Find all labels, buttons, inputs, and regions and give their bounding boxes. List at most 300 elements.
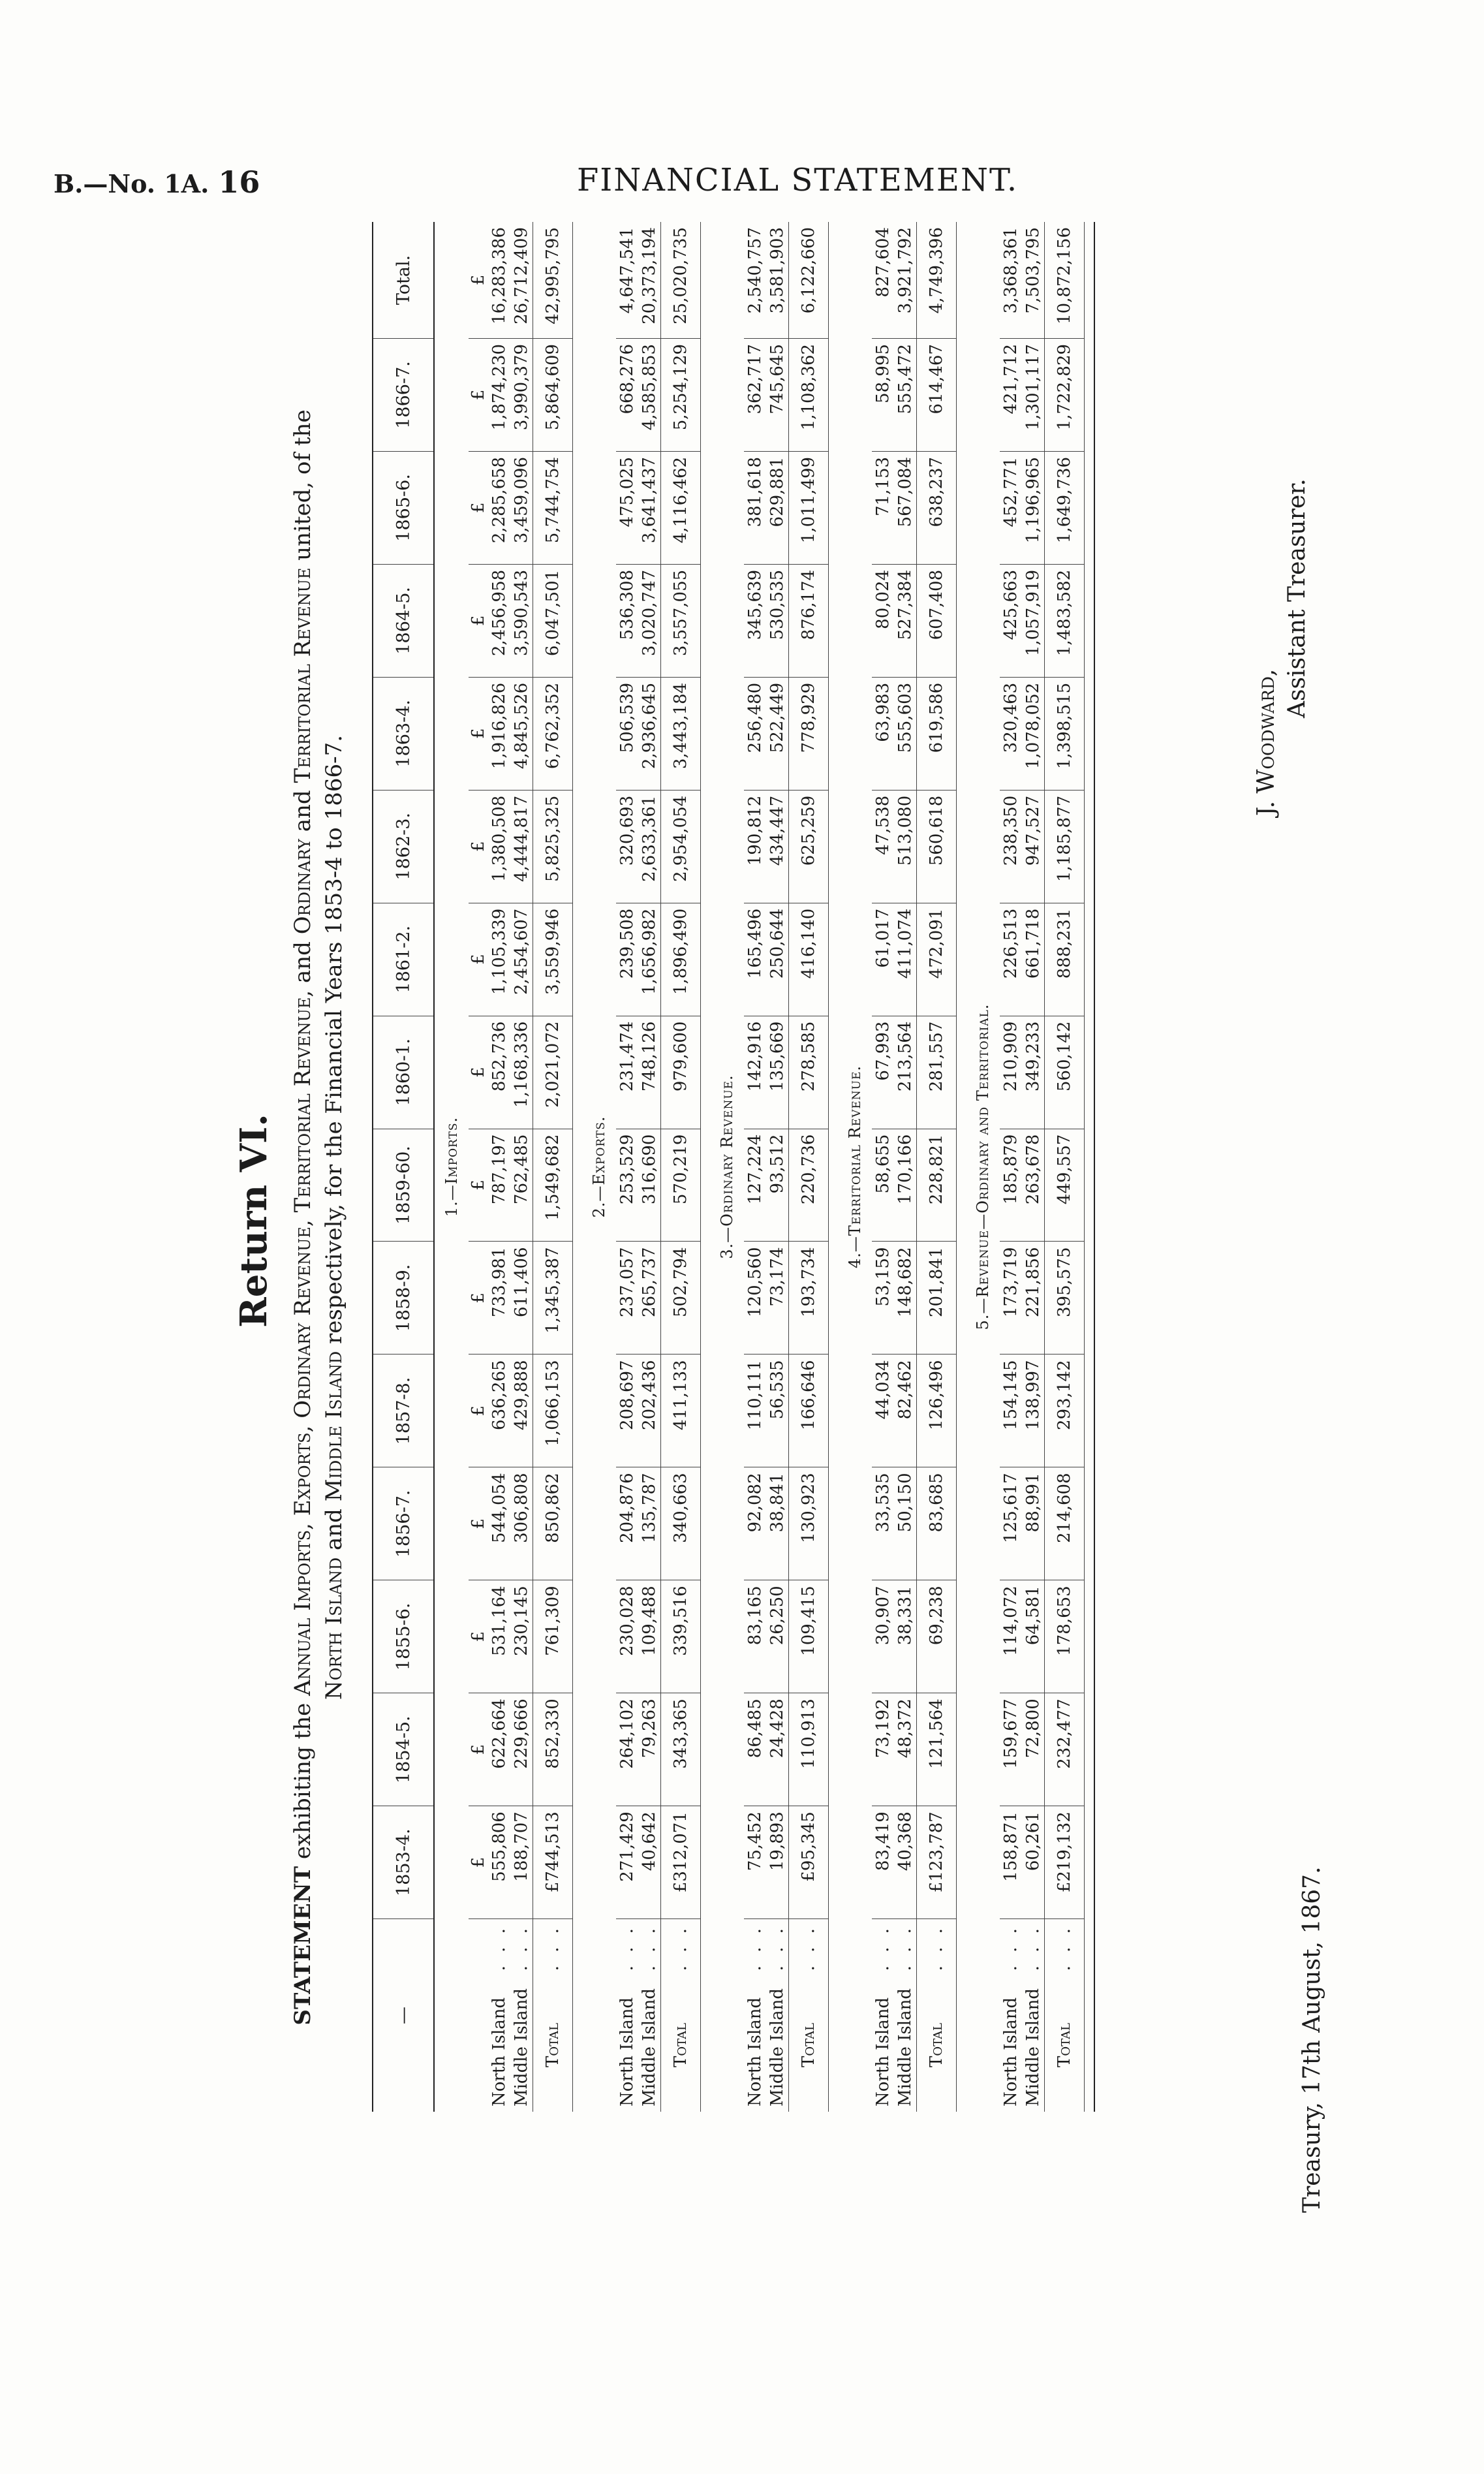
statistics-table — [372, 222, 1095, 2112]
table-cell: 349,233 — [1022, 1016, 1045, 1129]
row-label-text: Middle Island — [767, 1988, 787, 2106]
total-cell: £95,345 — [789, 1806, 829, 1919]
total-cell: 638,237 — [917, 451, 957, 564]
total-cell: 214,608 — [1045, 1467, 1085, 1580]
leader-dots: . . . — [1001, 1924, 1021, 1971]
blank-cell — [469, 1919, 488, 2112]
section-title: 3.—Ordinary Revenue. — [718, 1074, 736, 1259]
table-cell: 58,655 — [872, 1129, 894, 1242]
table-cell: 530,535 — [766, 564, 789, 677]
total-cell: 5,744,754 — [533, 451, 573, 564]
total-cell: 25,020,735 — [661, 222, 701, 338]
table-cell: 190,812 — [744, 790, 766, 903]
row-label — [1022, 1919, 1045, 2112]
total-cell: 5,864,609 — [533, 338, 573, 451]
table-cell: 47,538 — [872, 790, 894, 903]
section-spacer — [1085, 222, 1095, 2112]
section-spacer — [701, 222, 711, 2112]
row-label-text: North Island — [873, 1997, 893, 2106]
table-cell: 536,308 — [616, 564, 638, 677]
table-cell: 188,707 — [510, 1806, 533, 1919]
row-label-text: Middle Island — [640, 1988, 659, 2106]
table-cell: 2,936,645 — [638, 677, 661, 790]
table-cell: 555,603 — [894, 677, 917, 790]
table-cell: 38,331 — [894, 1580, 917, 1693]
table-cell: 82,462 — [894, 1354, 917, 1467]
column-header: 1855-6. — [373, 1580, 434, 1693]
column-header: Total. — [373, 222, 434, 338]
statement-heading: STATEMENT exhibiting the Annual Imports, Exports, Ordinary Revenue, Territorial Revenue, and Ordinary and Territorial Revenue united, of the North Island and Middle Island respectively, for the Financial Years 1853-4 to 1866-7. — [290, 409, 347, 2026]
row-label — [766, 1919, 789, 2112]
section-spacer — [573, 222, 583, 2112]
table-cell: 827,604 — [872, 222, 894, 338]
total-label — [789, 1919, 829, 2112]
section-title-row — [434, 222, 469, 2112]
table-cell: 1,874,230 — [488, 338, 510, 451]
total-label — [917, 1919, 957, 2112]
table-cell: 2,540,757 — [744, 222, 766, 338]
total-cell: 126,496 — [917, 1354, 957, 1467]
table-cell: 159,677 — [1000, 1693, 1022, 1806]
spacer-cell — [829, 222, 839, 2112]
table-cell: 16,283,386 — [488, 222, 510, 338]
table-cell: 250,644 — [766, 903, 789, 1016]
table-cell: 3,641,437 — [638, 451, 661, 564]
row-label — [488, 1919, 510, 2112]
table-cell: 19,893 — [766, 1806, 789, 1919]
total-cell: 4,116,462 — [661, 451, 701, 564]
currency-symbol: £ — [469, 1129, 488, 1242]
column-header: 1858-9. — [373, 1242, 434, 1354]
table-cell: 745,645 — [766, 338, 789, 451]
table-cell: 748,126 — [638, 1016, 661, 1129]
total-cell: 293,142 — [1045, 1354, 1085, 1467]
table-cell: 239,508 — [616, 903, 638, 1016]
page-number: 16 — [218, 164, 260, 200]
total-cell: 619,586 — [917, 677, 957, 790]
column-header: 1864-5. — [373, 564, 434, 677]
table-cell: 109,488 — [638, 1580, 661, 1693]
currency-symbol: £ — [469, 222, 488, 338]
table-cell: 61,017 — [872, 903, 894, 1016]
table-cell: 425,663 — [1000, 564, 1022, 677]
column-header: 1860-1. — [373, 1016, 434, 1129]
table-cell: 947,527 — [1022, 790, 1045, 903]
table-cell: 263,678 — [1022, 1129, 1045, 1242]
table-cell: 237,057 — [616, 1242, 638, 1354]
table-cell: 522,449 — [766, 677, 789, 790]
column-header: 1857-8. — [373, 1354, 434, 1467]
total-cell: 2,021,072 — [533, 1016, 573, 1129]
currency-row — [469, 222, 488, 2112]
currency-symbol: £ — [469, 338, 488, 451]
leader-dots: . . . — [543, 1924, 563, 1971]
table-cell: 264,102 — [616, 1693, 638, 1806]
column-header: 1854-5. — [373, 1693, 434, 1806]
table-cell: 83,165 — [744, 1580, 766, 1693]
leader-dots: . . . — [640, 1924, 659, 1971]
table-cell: 83,419 — [872, 1806, 894, 1919]
table-cell: 555,472 — [894, 338, 917, 451]
total-cell: £123,787 — [917, 1806, 957, 1919]
total-cell: 340,663 — [661, 1467, 701, 1580]
table-cell: 629,881 — [766, 451, 789, 564]
table-cell: 170,166 — [894, 1129, 917, 1242]
total-cell: 1,722,829 — [1045, 338, 1085, 451]
total-cell: 778,929 — [789, 677, 829, 790]
row-label-text: Middle Island — [1023, 1988, 1043, 2106]
table-cell: 544,054 — [488, 1467, 510, 1580]
spacer-cell — [701, 222, 711, 2112]
total-cell: 278,585 — [789, 1016, 829, 1129]
section-title: 5.—Revenue—Ordinary and Territorial. — [974, 1003, 992, 1330]
leader-dots: . . . — [745, 1924, 765, 1971]
table-cell: 3,581,903 — [766, 222, 789, 338]
table-cell: 345,639 — [744, 564, 766, 677]
total-cell: 69,238 — [917, 1580, 957, 1693]
table-row — [510, 222, 533, 2112]
table-cell: 185,879 — [1000, 1129, 1022, 1242]
total-cell: 1,108,362 — [789, 338, 829, 451]
table-cell: 30,907 — [872, 1580, 894, 1693]
row-label — [872, 1919, 894, 2112]
total-cell: 83,685 — [917, 1467, 957, 1580]
row-label-text: North Island — [617, 1997, 637, 2106]
column-header: 1866-7. — [373, 338, 434, 451]
table-cell: 114,072 — [1000, 1580, 1022, 1693]
table-cell: 1,078,052 — [1022, 677, 1045, 790]
table-cell: 555,806 — [488, 1806, 510, 1919]
table-cell: 475,025 — [616, 451, 638, 564]
total-cell: 109,415 — [789, 1580, 829, 1693]
table-cell: 135,787 — [638, 1467, 661, 1580]
column-header: 1865-6. — [373, 451, 434, 564]
total-cell: 607,408 — [917, 564, 957, 677]
leader-dots: . . . — [1023, 1924, 1043, 1971]
table-cell: 4,444,817 — [510, 790, 533, 903]
total-cell: 472,091 — [917, 903, 957, 1016]
table-cell: 265,737 — [638, 1242, 661, 1354]
column-header: 1853-4. — [373, 1806, 434, 1919]
table-cell: 48,372 — [894, 1693, 917, 1806]
total-row — [789, 222, 829, 2112]
table-cell: 3,921,792 — [894, 222, 917, 338]
total-cell: 3,443,184 — [661, 677, 701, 790]
row-label-text: North Island — [1001, 1997, 1021, 2106]
table-cell: 567,084 — [894, 451, 917, 564]
section-spacer — [957, 222, 966, 2112]
total-cell: 6,122,660 — [789, 222, 829, 338]
row-label — [744, 1919, 766, 2112]
table-cell: 622,664 — [488, 1693, 510, 1806]
table-cell: 173,719 — [1000, 1242, 1022, 1354]
total-cell: 3,557,055 — [661, 564, 701, 677]
total-cell: 449,557 — [1045, 1129, 1085, 1242]
signature-block — [1253, 478, 1310, 816]
table-cell: 148,682 — [894, 1242, 917, 1354]
total-cell: 281,557 — [917, 1016, 957, 1129]
table-cell: 73,174 — [766, 1242, 789, 1354]
table-cell: 611,406 — [510, 1242, 533, 1354]
total-cell: 1,345,387 — [533, 1242, 573, 1354]
signatory-position: Assistant Treasurer. — [1284, 478, 1310, 718]
table-cell: 110,111 — [744, 1354, 766, 1467]
table-cell: 452,771 — [1000, 451, 1022, 564]
table-cell: 668,276 — [616, 338, 638, 451]
table-cell: 2,633,361 — [638, 790, 661, 903]
table-cell: 208,697 — [616, 1354, 638, 1467]
total-cell: 5,825,325 — [533, 790, 573, 903]
table-cell: 527,384 — [894, 564, 917, 677]
rotated-return-page — [222, 209, 1331, 2232]
document-series-label: B.—No. 1A. 16 — [54, 164, 260, 200]
table-cell: 92,082 — [744, 1467, 766, 1580]
section-title: 4.—Territorial Revenue. — [846, 1065, 864, 1269]
leader-dots: . . . — [895, 1924, 915, 1971]
total-label — [1045, 1919, 1085, 2112]
table-cell: 434,447 — [766, 790, 789, 903]
table-cell: 135,669 — [766, 1016, 789, 1129]
table-cell: 1,656,982 — [638, 903, 661, 1016]
table-cell: 1,301,117 — [1022, 338, 1045, 451]
section-title-row — [710, 222, 744, 2112]
table-cell: 381,618 — [744, 451, 766, 564]
column-header: 1863-4. — [373, 677, 434, 790]
table-cell: 75,452 — [744, 1806, 766, 1919]
table-cell: 20,373,194 — [638, 222, 661, 338]
total-cell: 2,954,054 — [661, 790, 701, 903]
total-cell: 979,600 — [661, 1016, 701, 1129]
table-cell: 253,529 — [616, 1129, 638, 1242]
table-cell: 661,718 — [1022, 903, 1045, 1016]
table-cell: 1,916,826 — [488, 677, 510, 790]
table-cell: 226,513 — [1000, 903, 1022, 1016]
table-cell: 1,168,336 — [510, 1016, 533, 1129]
table-cell: 231,474 — [616, 1016, 638, 1129]
total-cell: 220,736 — [789, 1129, 829, 1242]
currency-symbol: £ — [469, 677, 488, 790]
total-label-text: Total — [799, 2022, 818, 2067]
total-label — [533, 1919, 573, 2112]
table-cell: 221,856 — [1022, 1242, 1045, 1354]
table-cell: 53,159 — [872, 1242, 894, 1354]
table-cell: 73,192 — [872, 1693, 894, 1806]
leader-dots: . . . — [671, 1924, 690, 1971]
total-cell: 121,564 — [917, 1693, 957, 1806]
table-cell: 165,496 — [744, 903, 766, 1016]
total-cell: 560,142 — [1045, 1016, 1085, 1129]
total-cell: 5,254,129 — [661, 338, 701, 451]
column-header: 1862-3. — [373, 790, 434, 903]
table-cell: 787,197 — [488, 1129, 510, 1242]
total-cell: 395,575 — [1045, 1242, 1085, 1354]
row-label-text: North Island — [489, 1997, 509, 2106]
spacer-cell — [1085, 222, 1095, 2112]
total-cell: 110,913 — [789, 1693, 829, 1806]
total-cell: 852,330 — [533, 1693, 573, 1806]
table-cell: 72,800 — [1022, 1693, 1045, 1806]
total-cell: 6,047,501 — [533, 564, 573, 677]
table-cell: 38,841 — [766, 1467, 789, 1580]
total-cell: 888,231 — [1045, 903, 1085, 1016]
total-cell: 3,559,946 — [533, 903, 573, 1016]
table-cell: 50,150 — [894, 1467, 917, 1580]
section-title-row — [838, 222, 872, 2112]
total-cell: 1,066,153 — [533, 1354, 573, 1467]
table-cell: 120,560 — [744, 1242, 766, 1354]
currency-symbol: £ — [469, 1354, 488, 1467]
currency-symbol: £ — [469, 451, 488, 564]
table-cell: 3,368,361 — [1000, 222, 1022, 338]
table-row — [616, 222, 638, 2112]
table-cell: 71,153 — [872, 451, 894, 564]
table-cell: 58,995 — [872, 338, 894, 451]
table-cell: 88,991 — [1022, 1467, 1045, 1580]
table-cell: 26,712,409 — [510, 222, 533, 338]
column-header: 1859-60. — [373, 1129, 434, 1242]
table-cell: 44,034 — [872, 1354, 894, 1467]
total-cell: 232,477 — [1045, 1693, 1085, 1806]
row-label-text: Middle Island — [512, 1988, 531, 2106]
table-cell: 40,642 — [638, 1806, 661, 1919]
total-cell: 1,549,682 — [533, 1129, 573, 1242]
total-cell: 761,309 — [533, 1580, 573, 1693]
row-label — [894, 1919, 917, 2112]
column-header: 1856-7. — [373, 1467, 434, 1580]
total-cell: 343,365 — [661, 1693, 701, 1806]
table-cell: 762,485 — [510, 1129, 533, 1242]
row-label-text: Middle Island — [895, 1988, 915, 2106]
table-cell: 2,456,958 — [488, 564, 510, 677]
currency-symbol: £ — [469, 1580, 488, 1693]
currency-symbol: £ — [469, 903, 488, 1016]
table-cell: 40,368 — [894, 1806, 917, 1919]
table-cell: 3,020,747 — [638, 564, 661, 677]
leader-dots: . . . — [767, 1924, 787, 1971]
section-spacer — [829, 222, 839, 2112]
total-cell: £744,513 — [533, 1806, 573, 1919]
leader-dots: . . . — [873, 1924, 893, 1971]
total-cell: 560,618 — [917, 790, 957, 903]
table-cell: 271,429 — [616, 1806, 638, 1919]
spacer-cell — [957, 222, 966, 2112]
table-cell: 506,539 — [616, 677, 638, 790]
row-label-text: North Island — [745, 1997, 765, 2106]
table-row — [766, 222, 789, 2112]
total-cell: 4,749,396 — [917, 222, 957, 338]
section-title-row — [582, 222, 616, 2112]
total-cell: 339,516 — [661, 1580, 701, 1693]
table-cell: 421,712 — [1000, 338, 1022, 451]
table-cell: 138,997 — [1022, 1354, 1045, 1467]
currency-symbol: £ — [469, 1693, 488, 1806]
leader-dots: . . . — [799, 1924, 818, 1971]
currency-symbol: £ — [469, 1467, 488, 1580]
table-cell: 2,454,607 — [510, 903, 533, 1016]
table-cell: 230,145 — [510, 1580, 533, 1693]
table-cell: 256,480 — [744, 677, 766, 790]
row-label-header: — — [373, 1919, 434, 2112]
table-cell: 154,145 — [1000, 1354, 1022, 1467]
total-cell: 625,259 — [789, 790, 829, 903]
total-cell: £219,132 — [1045, 1806, 1085, 1919]
table-cell: 3,590,543 — [510, 564, 533, 677]
table-cell: 2,285,658 — [488, 451, 510, 564]
table-cell: 230,028 — [616, 1580, 638, 1693]
row-label — [510, 1919, 533, 2112]
section-title: 2.—Exports. — [590, 1116, 608, 1218]
table-cell: 93,512 — [766, 1129, 789, 1242]
currency-symbol: £ — [469, 1806, 488, 1919]
table-cell: 56,535 — [766, 1354, 789, 1467]
currency-symbol: £ — [469, 1242, 488, 1354]
row-label — [638, 1919, 661, 2112]
table-cell: 4,647,541 — [616, 222, 638, 338]
total-cell: 502,794 — [661, 1242, 701, 1354]
row-label — [1000, 1919, 1022, 2112]
table-cell: 79,263 — [638, 1693, 661, 1806]
total-cell: 1,483,582 — [1045, 564, 1085, 677]
currency-symbol: £ — [469, 1016, 488, 1129]
running-title: FINANCIAL STATEMENT. — [577, 162, 1019, 198]
table-cell: 306,808 — [510, 1467, 533, 1580]
total-cell: 411,133 — [661, 1354, 701, 1467]
total-cell: 166,646 — [789, 1354, 829, 1467]
row-label — [616, 1919, 638, 2112]
currency-symbol: £ — [469, 564, 488, 677]
total-row — [533, 222, 573, 2112]
total-cell: 10,872,156 — [1045, 222, 1085, 338]
leader-dots: . . . — [1055, 1924, 1074, 1971]
table-cell: 86,485 — [744, 1693, 766, 1806]
total-label-text: Total — [1055, 2022, 1074, 2067]
table-cell: 127,224 — [744, 1129, 766, 1242]
total-cell: 178,653 — [1045, 1580, 1085, 1693]
total-cell: 1,896,490 — [661, 903, 701, 1016]
total-cell: 570,219 — [661, 1129, 701, 1242]
table-cell: 411,074 — [894, 903, 917, 1016]
total-row — [1045, 222, 1085, 2112]
total-row — [917, 222, 957, 2112]
table-cell: 3,459,096 — [510, 451, 533, 564]
spacer-cell — [573, 222, 583, 2112]
table-cell: 1,380,508 — [488, 790, 510, 903]
total-cell: 1,011,499 — [789, 451, 829, 564]
total-cell: 1,398,515 — [1045, 677, 1085, 790]
total-cell: £312,071 — [661, 1806, 701, 1919]
table-cell: 362,717 — [744, 338, 766, 451]
total-cell: 6,762,352 — [533, 677, 573, 790]
section-title-row — [966, 222, 1000, 2112]
table-cell: 320,463 — [1000, 677, 1022, 790]
table-cell: 7,503,795 — [1022, 222, 1045, 338]
total-cell: 1,649,736 — [1045, 451, 1085, 564]
table-row — [488, 222, 510, 2112]
column-header-row — [373, 222, 434, 2112]
total-cell: 193,734 — [789, 1242, 829, 1354]
table-cell: 26,250 — [766, 1580, 789, 1693]
table-cell: 202,436 — [638, 1354, 661, 1467]
table-cell: 229,666 — [510, 1693, 533, 1806]
total-label-text: Total — [543, 2022, 563, 2067]
total-cell: 614,467 — [917, 338, 957, 451]
table-cell: 204,876 — [616, 1467, 638, 1580]
table-cell: 531,164 — [488, 1580, 510, 1693]
table-cell: 80,024 — [872, 564, 894, 677]
table-cell: 33,535 — [872, 1467, 894, 1580]
table-cell: 852,736 — [488, 1016, 510, 1129]
leader-dots: . . . — [927, 1924, 946, 1971]
